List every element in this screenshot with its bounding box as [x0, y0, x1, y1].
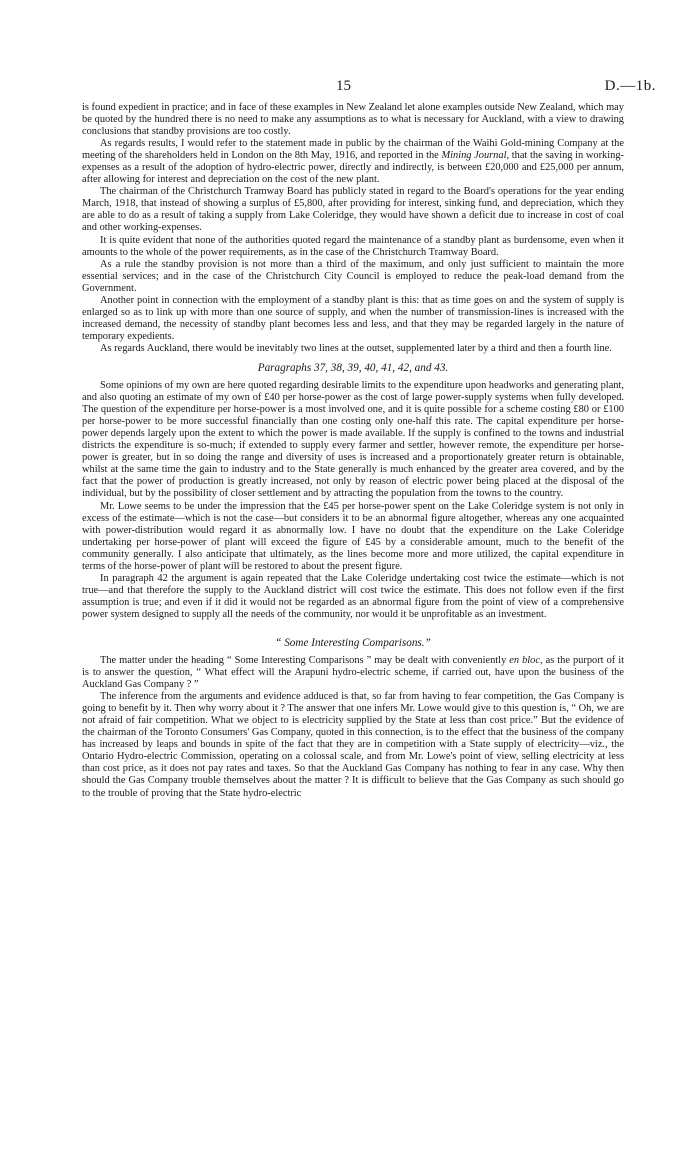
paragraph: The inference from the arguments and evidence adduced is that, so far from having to fear competition, the Gas Company is going to benefit by it. Then why worry about it ? The answer that one infers Mr. Lowe would give to this question is, “ Oh, we are not afraid of fair competition. What we object to is electricity supplied by the State at less than cost price.” But the evidence of the chairman of the Toronto Consumers' Gas Company, quoted in this connection, is to the effect that the business of the company has increased by leaps and bounds in spite of the fact that they are in competition with a State supply of electricity—viz., the Ontario Hydro-electric Commission, operating on a colossal scale, and from Mr. Lowe's point of view, selling electricity at less than cost price, as it does not pay rates and taxes. So that the Auckland Gas Company has nothing to fear in any case. Why then should the Gas Company trouble themselves about the matter ? It is difficult to believe that the Gas Company as such should go to the trouble of proving that the State hydro-electric: [82, 691, 624, 799]
document-body: [82, 102, 624, 800]
paragraph: Some opinions of my own are here quoted regarding desirable limits to the expenditure upon headworks and generating plant, and also quoting an estimate of my own of £40 per horse-power as the cost of large power-supply systems when fully developed. The question of the expenditure per horse-power is a most involved one, and it is quite possible for a scheme costing £80 or £100 per horse-power to be more successful financially than one costing only one-half this rate. The capital expenditure per horse-power depends largely upon the extent to which the power is made available. If the supply is confined to the towns and industrial districts the expenditure is so-much; if extended to supply every farmer and settler, however remote, the expenditure per horse-power is greater, but in so doing the range and diversity of uses is increased and a proportionately greater return is obtainable, whilst at the same time the gain to industry and to the State generally is much enhanced by the greater area covered, and by the fact that the power of production is greatly increased, not only by reason of electric power being placed at the disposal of the individual, but by the possibility of closer settlement and by attracting the population from the towns to the country.: [82, 380, 624, 500]
paragraph-text: , that the saving in working-expenses as a result of the adoption of hydro-electric power, directly and indirectly, is between £20,000 and £25,000 per annum, after allowing for interest and depreciation on the cost of the new plant.: [82, 150, 624, 186]
paragraph: is found expedient in practice; and in face of these examples in New Zealand let alone examples outside New Zealand, which may be quoted by the hundred there is no need to make any assumptions as to what is necessary for Auckland, with a view to drawing conclusions that standby provisions are too costly.: [82, 102, 624, 138]
italic-phrase: en bloc: [509, 655, 540, 667]
paragraph: [82, 138, 624, 186]
document-reference: D.—1b.: [604, 78, 656, 94]
paragraph: The chairman of the Christchurch Tramway Board has publicly stated in regard to the Board's operations for the year ending March, 1918, that instead of showing a surplus of £5,800, after providing for interest, sinking fund, and depreciation, which they are able to do as a result of taking a supply from Lake Coleridge, they would have shown a deficit due to increase in cost of coal and other working-expenses.: [82, 186, 624, 234]
paragraph: It is quite evident that none of the authorities quoted regard the maintenance of a standby plant as burdensome, even when it amounts to the whole of the power requirements, as in the case of the Christchurch Tramway Board.: [82, 234, 624, 258]
paragraph-text: As regards results, I would refer to the statement made in public by the chairman of the Waihi Gold-mining Company at the meeting of the shareholders held in London on the 8th May, 1916, and reported in the: [82, 138, 624, 162]
paragraph: As regards Auckland, there would be inevitably two lines at the outset, supplemented later by a third and then a fourth line.: [100, 342, 612, 354]
section-heading: “ Some Interesting Comparisons.”: [275, 636, 431, 649]
page-number: 15: [336, 78, 351, 94]
paragraph: In paragraph 42 the argument is again repeated that the Lake Coleridge undertaking cost twice the estimate—which is not true—and that therefore the supply to the Auckland district will cost twice the estimate. This does not follow even if the first assumption is true; and even if it did it would not be regarded as an abnormal figure from the point of view of a comprehensive power system designed to supply all the needs of the community, nor would it be unprofitable as an investment.: [82, 572, 624, 620]
paragraph: [82, 655, 624, 691]
paragraph-text: The matter under the heading “ Some Interesting Comparisons ” may be dealt with conveniently: [100, 655, 510, 667]
paragraph: Another point in connection with the employment of a standby plant is this: that as time goes on and the system of supply is enlarged so as to link up with more than one source of supply, and when the number of transmission-lines is increased with the increased demand, the necessity of standby plant becomes less and less, and that they may be regarded largely in the nature of temporary expedients.: [82, 294, 624, 342]
section-heading: Paragraphs 37, 38, 39, 40, 41, 42, and 43.: [257, 361, 449, 374]
publication-title: Mining Journal: [441, 150, 507, 162]
paragraph-text: , as the purport of it is to answer the question, “ What effect will the Arapuni hydro-electric scheme, if carried out, have upon the business of the Auckland Gas Company ? ”: [82, 655, 625, 691]
paragraph: Mr. Lowe seems to be under the impression that the £45 per horse-power spent on the Lake Coleridge system is not only in excess of the estimate—which is not the case—but considers it to be an abnormal figure altogether, whereas any one acquainted with power-distribution would regard it as abnormally low. I have no doubt that the expenditure on the Lake Coleridge undertaking per horse-power of plant will exceed the figure of £45 by a considerable amount, much to the benefit of the community generally. I also anticipate that ultimately, as the lines become more and more utilized, the capital expenditure in terms of the horse-power of plant will be restored to about the present figure.: [82, 500, 624, 572]
paragraph: As a rule the standby provision is not more than a third of the maximum, and only just sufficient to maintain the more essential services; and in the case of the Christchurch City Council is employed to reduce the peak-load demand from the Government.: [82, 258, 624, 294]
